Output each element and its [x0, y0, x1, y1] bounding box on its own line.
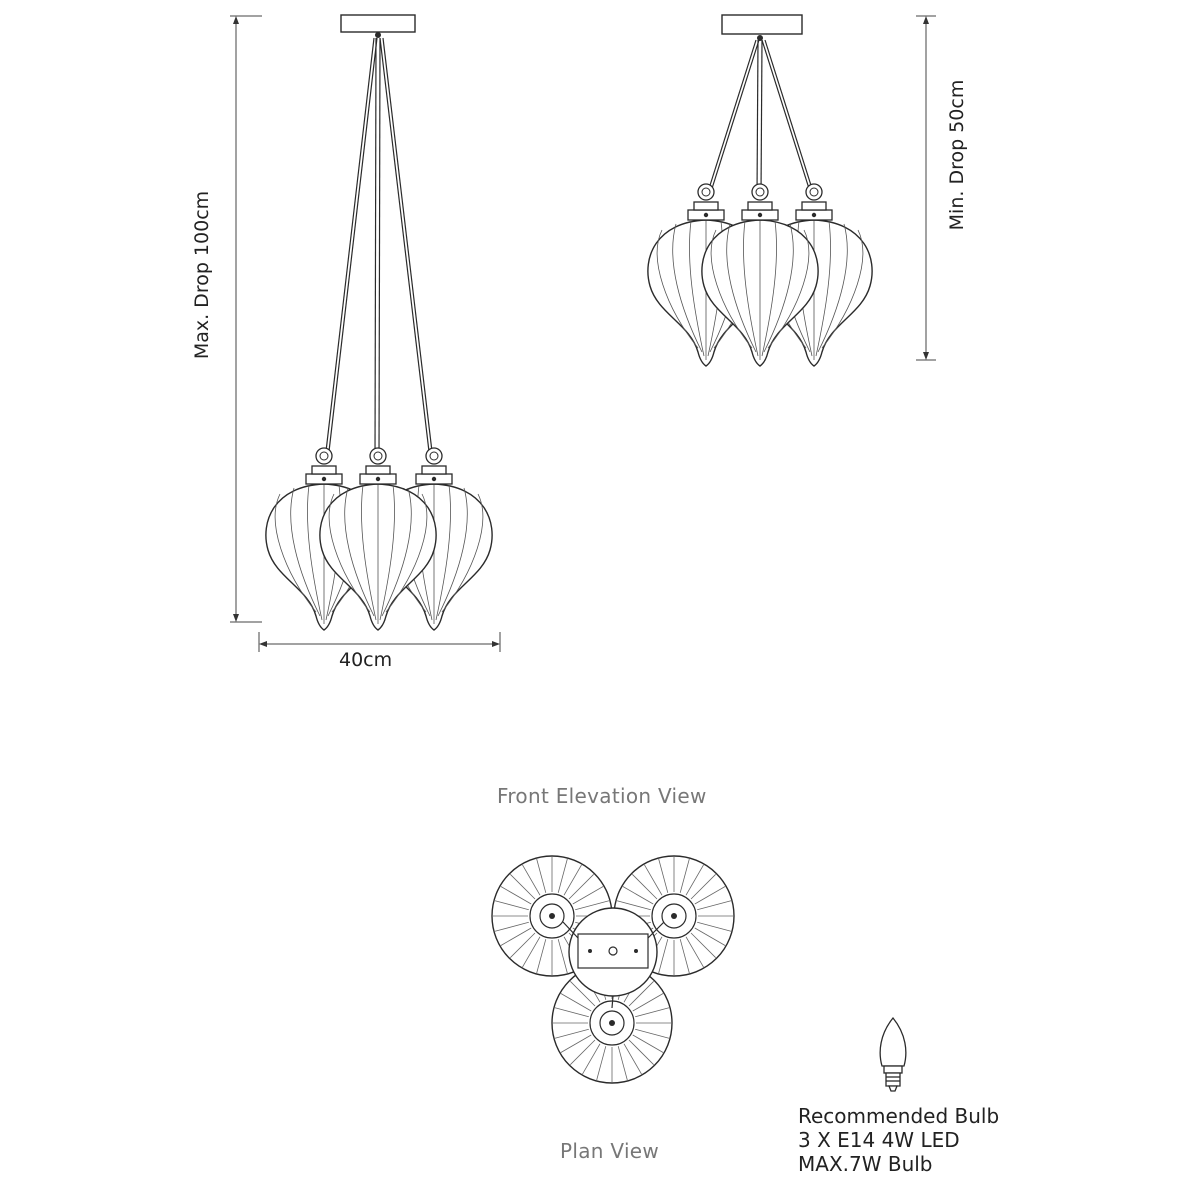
bulb-line-3: MAX.7W Bulb: [798, 1152, 933, 1176]
min-drop-elevation: [648, 15, 872, 366]
min-drop-dimension: [916, 16, 936, 360]
width-label: 40cm: [339, 649, 393, 671]
bulb-icon: [880, 1018, 906, 1091]
max-drop-label: Max. Drop 100cm: [191, 190, 213, 360]
ceiling-canopy: [341, 15, 415, 32]
suspension-cables: [325, 38, 433, 460]
suspension-cables-min: [706, 40, 815, 198]
plan-view-drawing: [492, 856, 734, 1083]
min-drop-label: Min. Drop 50cm: [946, 79, 968, 231]
max-drop-elevation: [266, 15, 492, 630]
bulb-line-2: 3 X E14 4W LED: [798, 1128, 960, 1152]
bulb-line-1: Recommended Bulb: [798, 1104, 1000, 1128]
max-drop-dimension: [230, 16, 262, 622]
recommended-bulb-info: [798, 1104, 999, 1176]
ceiling-canopy-min: [722, 15, 802, 34]
plan-view-label: Plan View: [560, 1139, 660, 1163]
front-elevation-view-label: Front Elevation View: [497, 784, 707, 808]
